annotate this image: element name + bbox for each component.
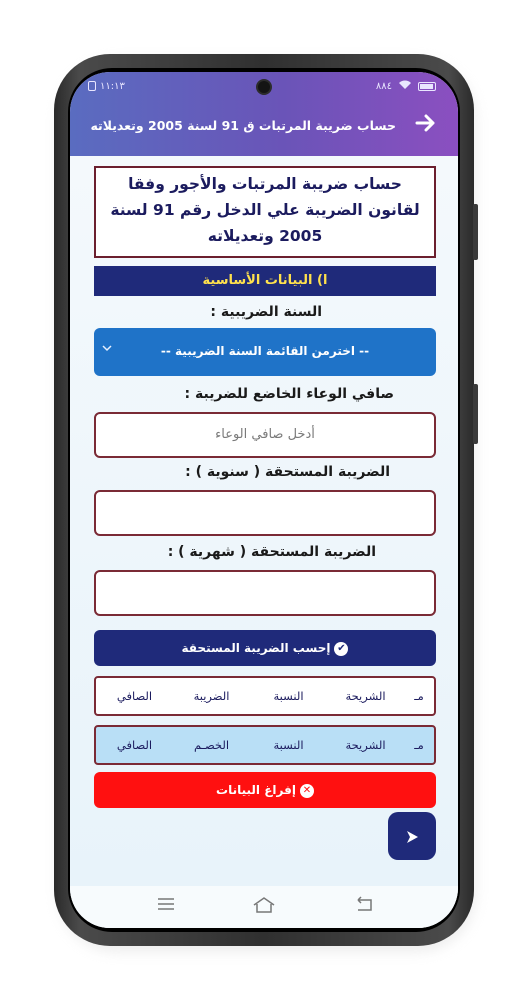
table-header-cell: النسبة <box>273 738 304 752</box>
table-header-cell: الخصـم <box>193 738 230 752</box>
volume-button <box>473 204 478 260</box>
brackets-table-header <box>94 676 436 716</box>
power-button <box>473 384 478 444</box>
table-header-cell: الشريحة <box>345 738 386 752</box>
monthly-tax-output[interactable] <box>94 570 436 616</box>
monthly-tax-label: الضريبة المستحقة ( شهرية ) : <box>167 544 376 560</box>
net-base-input[interactable]: أدخل صافي الوعاء <box>94 412 436 458</box>
table-header-cell: الصافي <box>116 738 153 752</box>
calculate-button[interactable] <box>94 630 436 666</box>
clear-data-button-label: إفراغ البيانات <box>216 783 296 797</box>
battery-saver-icon <box>88 81 96 91</box>
page-heading: حساب ضريبة المرتبات والأجور وفقا لقانون الضريبة علي الدخل رقم 91 لسنة 2005 وتعديلاته <box>94 166 436 258</box>
calculate-button-label: إحسب الضريبة المستحقة <box>181 641 331 655</box>
battery-icon <box>418 82 436 91</box>
home-icon[interactable] <box>252 896 276 918</box>
annual-tax-output[interactable] <box>94 490 436 536</box>
menu-icon[interactable] <box>156 896 176 915</box>
deduction-table-header <box>94 725 436 765</box>
net-base-label: صافي الوعاء الخاضع للضريبة : <box>184 386 394 402</box>
main-content <box>70 156 458 886</box>
tax-year-select[interactable] <box>94 328 436 376</box>
tax-year-selected: -- اخترمن القائمة السنة الضريبية -- <box>160 344 370 358</box>
chevron-down-icon <box>102 344 112 355</box>
table-header-cell: الصافي <box>116 689 153 703</box>
play-button[interactable] <box>388 812 436 860</box>
system-navigation-bar <box>70 886 458 928</box>
network-speed: ٨٨٤ <box>375 81 392 92</box>
section-title: ا) البيانات الأساسية <box>94 266 436 296</box>
annual-tax-label: الضريبة المستحقة ( سنوية ) : <box>185 464 390 480</box>
app-bar-title: حساب ضريبة المرتبات ق 91 لسنة 2005 وتعديلاته <box>90 118 396 133</box>
table-header-cell: مـ <box>414 689 424 703</box>
table-header-cell: الشريحة <box>345 689 386 703</box>
table-header-cell: الضريبة <box>193 689 230 703</box>
front-camera <box>256 79 272 95</box>
arrow-right-icon[interactable] <box>414 112 436 139</box>
back-icon[interactable] <box>354 896 374 916</box>
clear-data-button[interactable] <box>94 772 436 808</box>
app-header <box>70 72 458 156</box>
table-header-cell: النسبة <box>273 689 304 703</box>
table-header-cell: مـ <box>414 738 424 752</box>
tax-year-label: السنة الضريبية : <box>210 304 322 320</box>
status-icons <box>376 80 436 93</box>
wifi-icon <box>398 80 412 93</box>
check-circle-icon: ✔ <box>334 642 348 656</box>
play-icon <box>404 826 420 845</box>
close-circle-icon: ✕ <box>300 784 314 798</box>
status-time: ١١:١٣ <box>100 81 125 92</box>
phone-screen <box>70 72 458 928</box>
